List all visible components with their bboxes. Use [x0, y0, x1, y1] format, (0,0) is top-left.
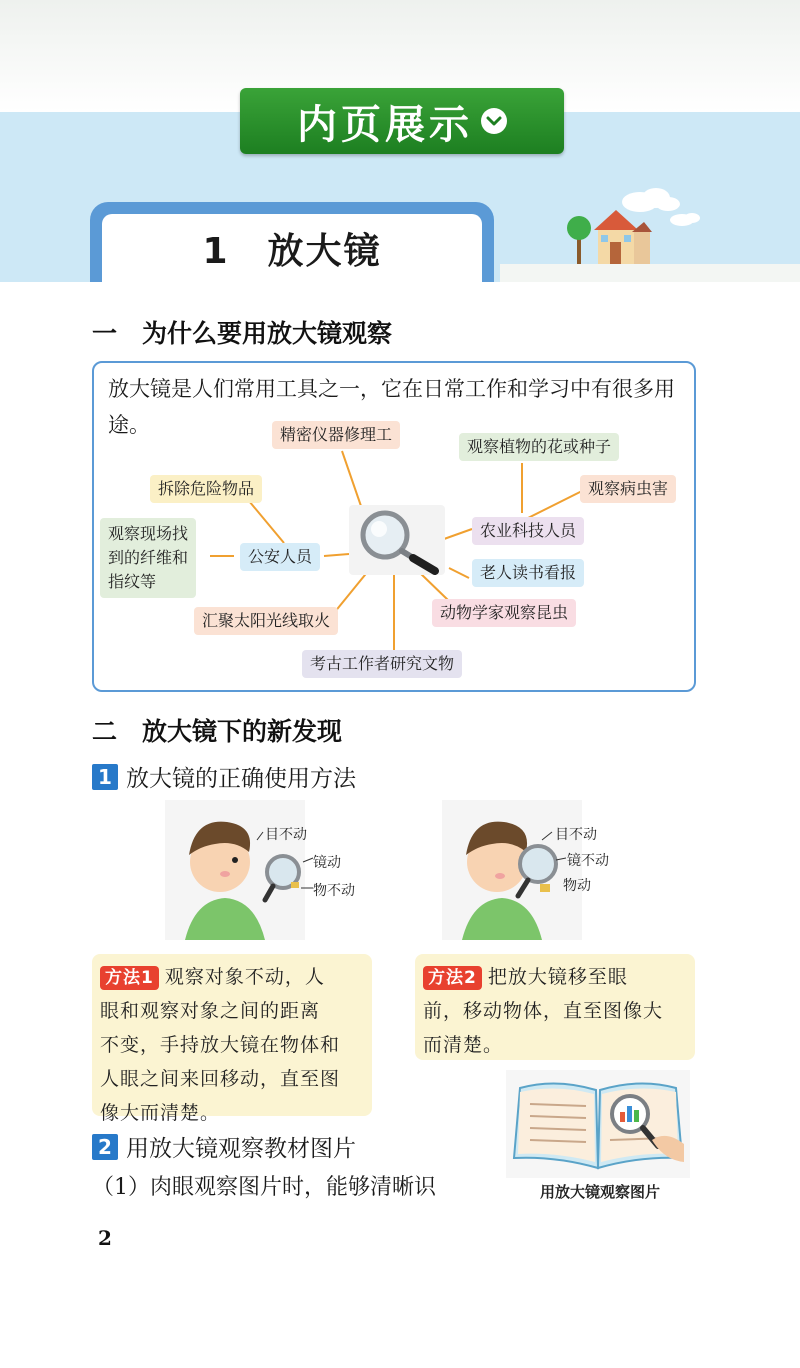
lesson-tab: [90, 202, 494, 282]
method-2-line-1: 把放大镜移至眼: [487, 966, 628, 988]
book-figure-caption: 用放大镜观察图片: [539, 1183, 660, 1201]
chevron-down-icon: [481, 108, 507, 134]
fig2-object-note: 物动: [563, 878, 591, 894]
use-sun-fire: 汇聚太阳光线取火: [194, 607, 338, 635]
method-2-box: [415, 954, 695, 1060]
use-archaeology: 考古工作者研究文物: [302, 650, 462, 678]
section-heading-1: 一 为什么要用放大镜观察: [92, 319, 393, 348]
crime-scene-line-1: 观察现场找: [108, 524, 189, 543]
magnifying-glass-icon: [349, 505, 445, 575]
use-precision-repair: 精密仪器修理工: [272, 421, 400, 449]
method-1-illustration: [165, 800, 375, 940]
lesson-title: 1 放大镜: [202, 230, 382, 272]
method-2-tag: 方法2: [423, 966, 482, 990]
tree-icon: [567, 216, 591, 264]
use-bomb-disposal: 拆除危险物品: [150, 475, 262, 503]
fig1-lens-note: 镜动: [313, 855, 341, 871]
method-1-line-5: 像大而清楚。: [100, 1102, 221, 1124]
subsection-2-number: 2: [92, 1134, 118, 1160]
crime-scene-line-3: 指纹等: [108, 572, 157, 591]
subsection-2-heading: [92, 1130, 356, 1163]
body-text-line-1: （1）肉眼观察图片时，能够清晰识: [92, 1175, 436, 1200]
uses-mindmap: [92, 361, 696, 692]
lesson-tab-inner: [102, 214, 482, 282]
fig1-object-note: 物不动: [313, 883, 355, 899]
house-scene-illustration: [560, 180, 700, 270]
method-2-illustration: [442, 800, 652, 940]
use-crime-scene: [100, 518, 196, 598]
use-elderly-reading: 老人读书看报: [472, 559, 584, 587]
method-1-line-1: 观察对象不动，人: [164, 966, 325, 988]
subsection-2-title: 用放大镜观察教材图片: [126, 1136, 356, 1162]
subsection-1-heading: [92, 760, 356, 793]
use-agri-tech: 农业科技人员: [472, 517, 584, 545]
crime-scene-line-2: 到的纤维和: [108, 548, 189, 567]
method-1-line-2: 眼和观察对象之间的距离: [100, 1000, 321, 1022]
book-magnifier-figure: [506, 1070, 690, 1178]
boy-lens-at-eye-illustration: [442, 800, 652, 940]
use-police: 公安人员: [240, 543, 320, 571]
method-1-line-3: 不变，手持放大镜在物体和: [100, 1034, 341, 1056]
use-observe-plants: 观察植物的花或种子: [459, 433, 619, 461]
fig2-lens-note: 镜不动: [567, 853, 609, 869]
method-2-line-2: 前，移动物体，直至图像大: [423, 1000, 664, 1022]
page-banner: [240, 88, 564, 154]
mindmap-intro: 放大镜是人们常用工具之一，它在日常工作和学习中有很多用途。: [108, 377, 675, 437]
section-heading-2: 二 放大镜下的新发现: [92, 717, 343, 746]
open-book-illustration: [506, 1070, 690, 1178]
use-zoologist: 动物学家观察昆虫: [432, 599, 576, 627]
subsection-1-number: 1: [92, 764, 118, 790]
method-1-tag: 方法1: [100, 966, 159, 990]
banner-title: 内页展示: [297, 101, 473, 148]
fig2-eye-note: 目不动: [555, 827, 597, 843]
boy-with-magnifier-illustration: [165, 800, 375, 940]
page-number: 2: [98, 1226, 112, 1250]
cloud-icon: [622, 188, 700, 226]
method-1-line-4: 人眼之间来回移动，直至图: [100, 1068, 341, 1090]
method-1-box: [92, 954, 372, 1124]
fig1-eye-note: 目不动: [265, 827, 307, 843]
subsection-1-title: 放大镜的正确使用方法: [126, 766, 356, 792]
method-2-line-3: 而清楚。: [423, 1034, 504, 1056]
house-icon: [594, 210, 652, 264]
use-observe-pests: 观察病虫害: [580, 475, 676, 503]
